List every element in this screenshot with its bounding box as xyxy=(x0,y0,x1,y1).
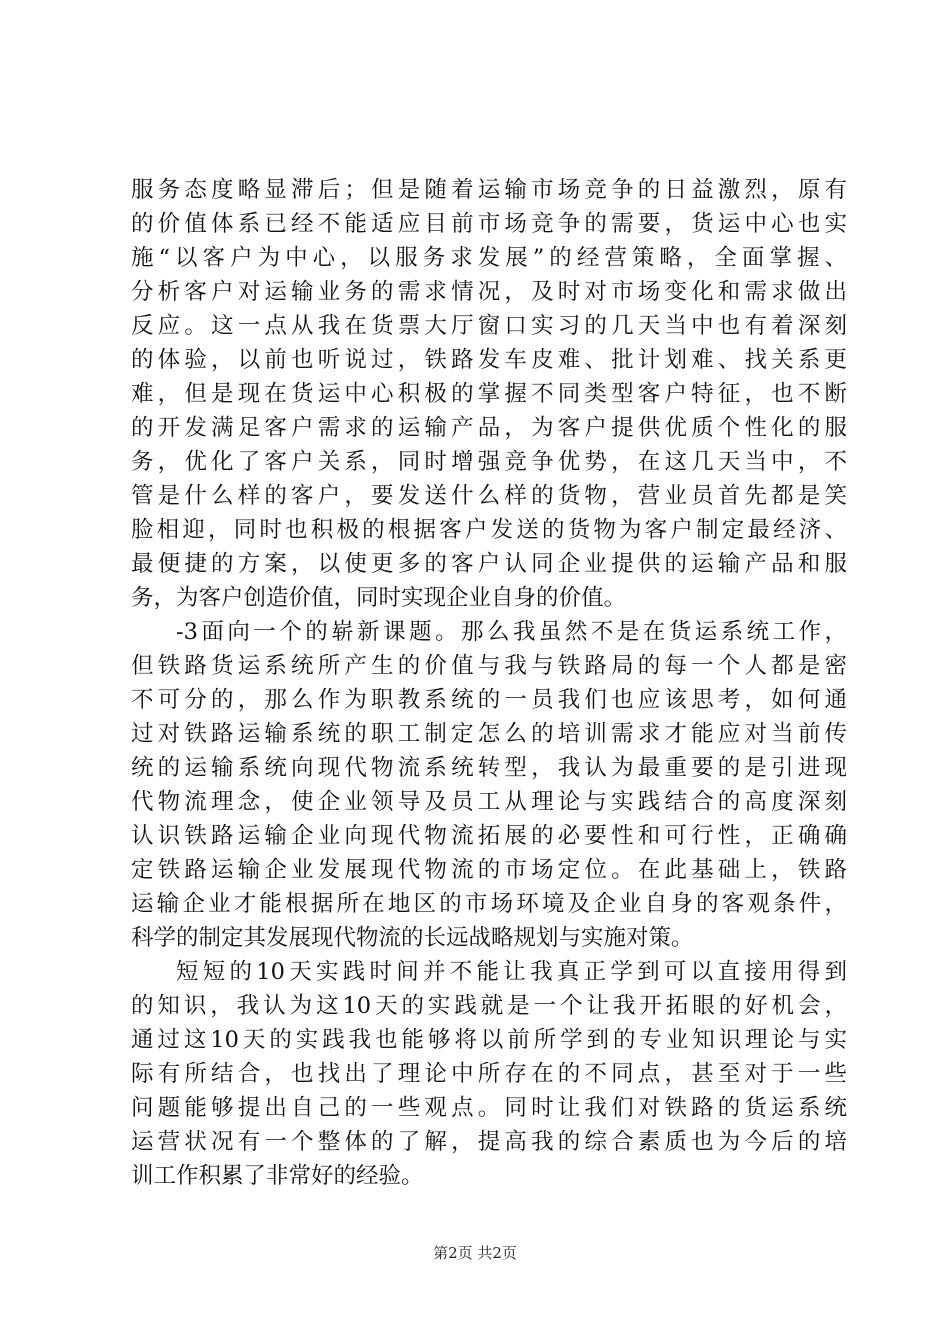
text-line: 科学的制定其发展现代物流的长远战略规划与实施对策。 xyxy=(131,925,694,951)
text-line: 的知识，我认为这10天的实践就是一个让我开拓眼的好机会， xyxy=(131,993,847,1019)
text-line: 难，但是现在货运中心积极的掌握不同类型客户特征，也不断 xyxy=(131,381,847,407)
paragraph-2 xyxy=(131,615,847,955)
text-line: 不可分的，那么作为职教系统的一员我们也应该思考，如何通 xyxy=(131,687,847,713)
text-line: 认识铁路运输企业向现代物流拓展的必要性和可行性，正确确 xyxy=(131,823,847,849)
text-line: 脸相迎，同时也积极的根据客户发送的货物为客户制定最经济、 xyxy=(131,517,847,543)
text-line: 短短的10天实践时间并不能让我真正学到可以直接用得到 xyxy=(176,959,847,985)
text-line: 代物流理念，使企业领导及员工从理论与实践结合的高度深刻 xyxy=(131,789,847,815)
text-line: 服务态度略显滞后；但是随着运输市场竞争的日益激烈，原有 xyxy=(131,177,847,203)
text-line: 的开发满足客户需求的运输产品，为客户提供优质个性化的服 xyxy=(131,415,847,441)
text-line: 最便捷的方案，以使更多的客户认同企业提供的运输产品和服 xyxy=(131,551,847,577)
text-line: 运营状况有一个整体的了解，提高我的综合素质也为今后的培 xyxy=(131,1129,847,1155)
text-line: 分析客户对运输业务的需求情况，及时对市场变化和需求做出 xyxy=(131,279,847,305)
text-line: 统的运输系统向现代物流系统转型，我认为最重要的是引进现 xyxy=(131,755,847,781)
text-line: 的价值体系已经不能适应目前市场竞争的需要，货运中心也实 xyxy=(131,211,847,237)
text-line: 但铁路货运系统所产生的价值与我与铁路局的每一个人都是密 xyxy=(131,653,847,679)
text-line: 过对铁路运输系统的职工制定怎么的培训需求才能应对当前传 xyxy=(131,721,847,747)
paragraph-1 xyxy=(131,173,847,615)
text-line: 问题能够提出自己的一些观点。同时让我们对铁路的货运系统 xyxy=(131,1095,847,1121)
text-line: 管是什么样的客户，要发送什么样的货物，营业员首先都是笑 xyxy=(131,483,847,509)
text-line: 务，为客户创造价值，同时实现企业自身的价值。 xyxy=(131,585,627,611)
text-line: -3面向一个的崭新课题。那么我虽然不是在货运系统工作， xyxy=(176,619,847,645)
text-line: 际有所结合，也找出了理论中所存在的不同点，甚至对于一些 xyxy=(131,1061,847,1087)
text-line: 反应。这一点从我在货票大厅窗口实习的几天当中也有着深刻 xyxy=(131,313,847,339)
document-body xyxy=(131,173,847,1193)
text-line: 施“以客户为中心，以服务求发展”的经营策略，全面掌握、 xyxy=(131,245,847,271)
paragraph-3 xyxy=(131,955,847,1193)
page-number: 第2页 共2页 xyxy=(433,1244,517,1262)
text-line: 务，优化了客户关系，同时增强竞争优势，在这几天当中，不 xyxy=(131,449,847,475)
text-line: 定铁路运输企业发展现代物流的市场定位。在此基础上，铁路 xyxy=(131,857,847,883)
text-line: 运输企业才能根据所在地区的市场环境及企业自身的客观条件， xyxy=(131,891,847,917)
page-footer xyxy=(0,1243,950,1263)
text-line: 通过这10天的实践我也能够将以前所学到的专业知识理论与实 xyxy=(131,1027,847,1053)
text-line: 训工作积累了非常好的经验。 xyxy=(131,1163,424,1189)
text-line: 的体验，以前也听说过，铁路发车皮难、批计划难、找关系更 xyxy=(131,347,847,373)
